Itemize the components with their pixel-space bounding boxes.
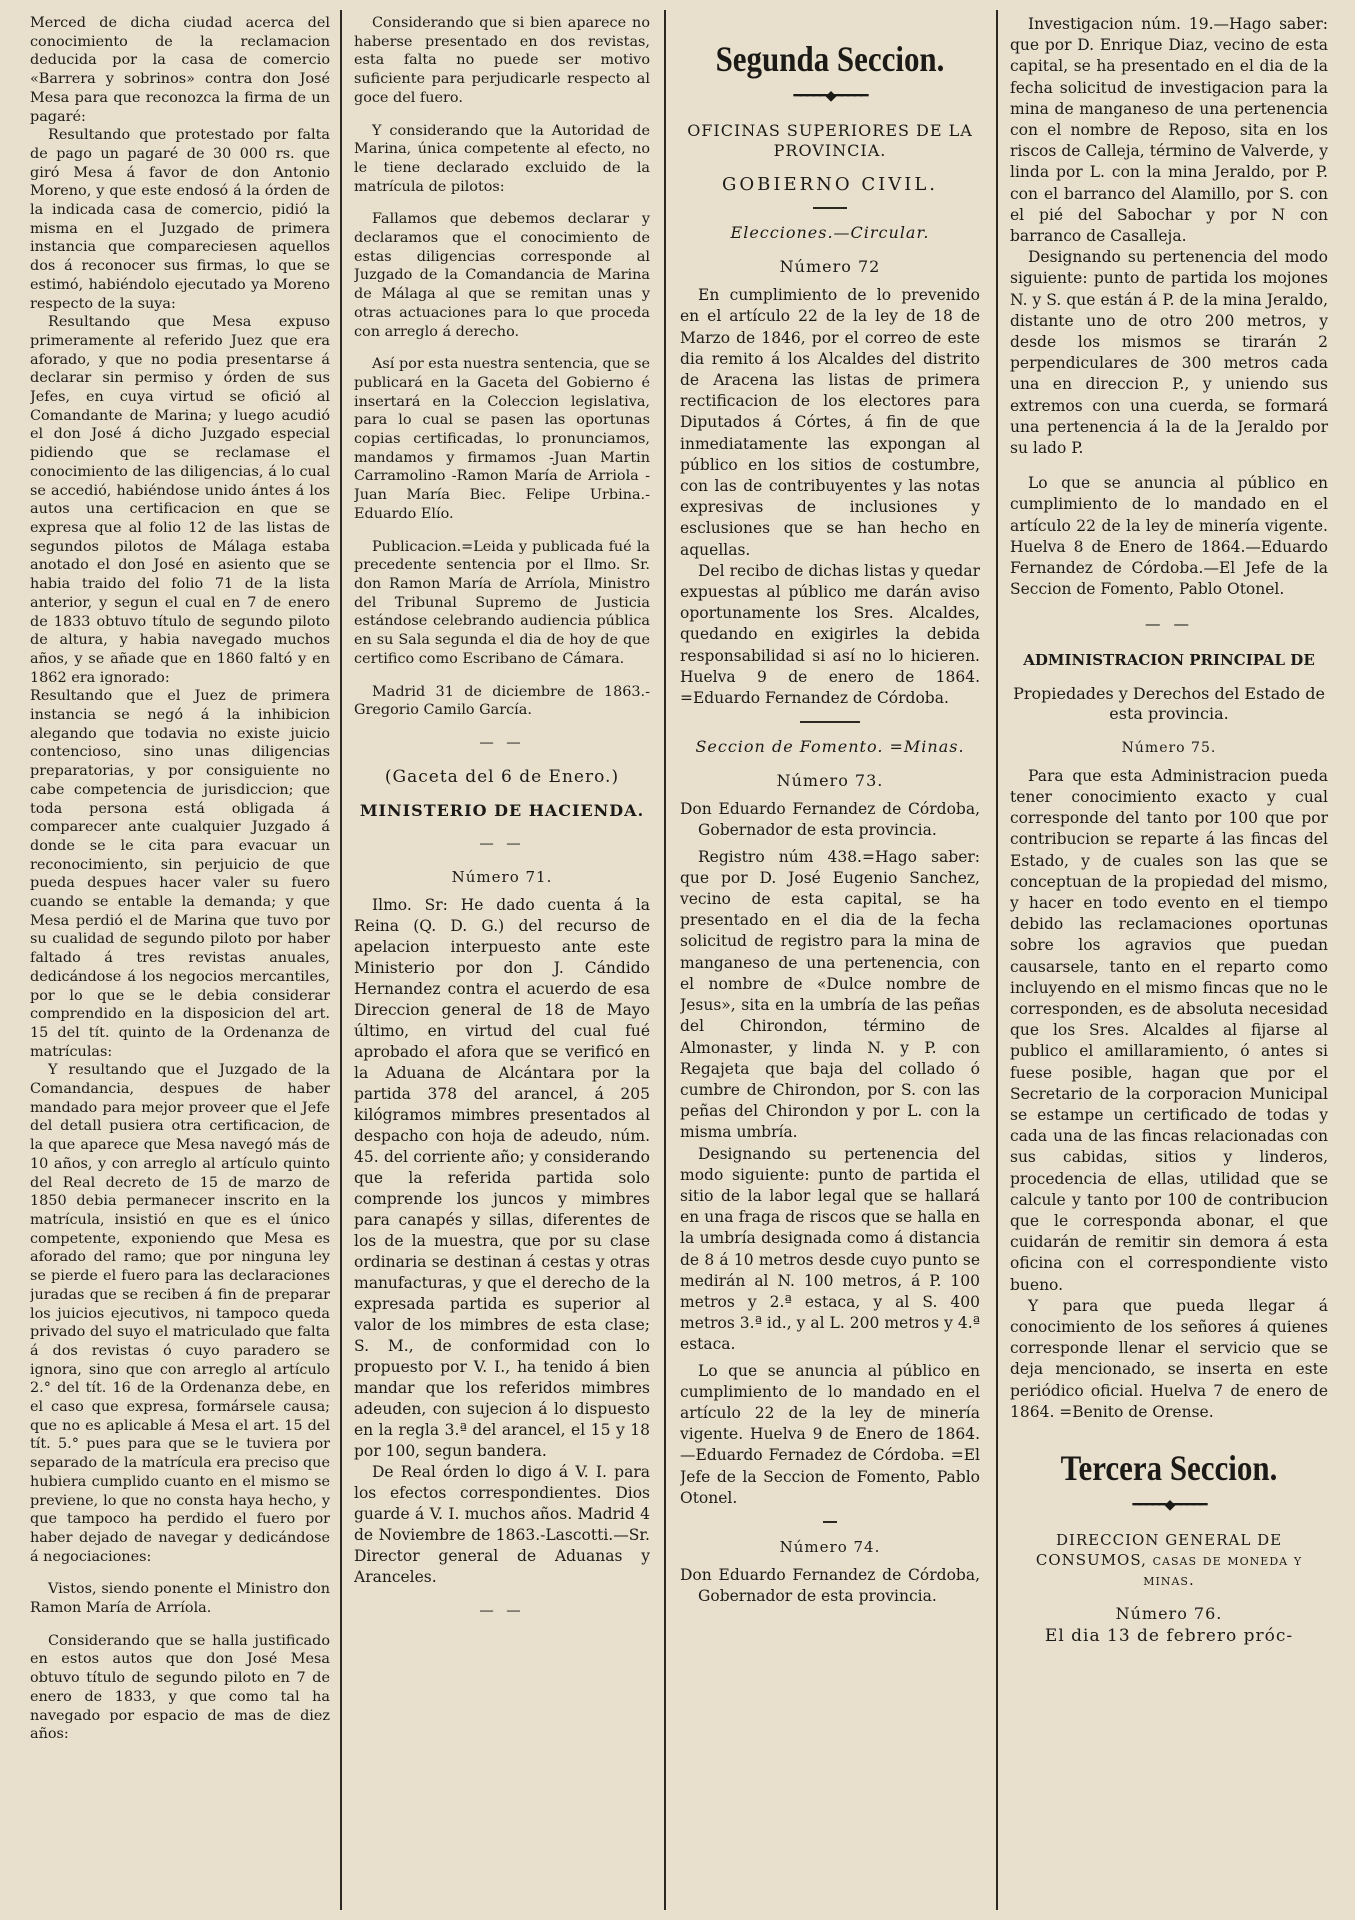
paragraph: Don Eduardo Fernandez de Córdoba, Gobernador de esta provincia. [680, 1565, 980, 1606]
paragraph: Madrid 31 de diciembre de 1863.-Gregorio Camilo García. [354, 683, 650, 719]
separator: — — [479, 835, 525, 852]
section-title: Segunda Seccion. [715, 39, 945, 79]
propiedades-heading: Propiedades y Derechos del Estado de esta provincia. [1013, 683, 1325, 723]
paragraph: Designando su pertenencia del modo siguiente: punto de partida los mojones N. y S. que están á P. de la mina Jeraldo, distante uno de otro 200 metros, y desde los mismos se tirarán 2 perpendiculares de 300 metros cada una en direccion P., y uniendo sus extremos con una cuerda, se formará una pertenencia á la de la Jeraldo por su lado P. [1010, 248, 1328, 458]
numero-75: Número 75. [1121, 739, 1217, 756]
section-title: Tercera Seccion. [1060, 1447, 1278, 1488]
paragraph: En cumplimiento de lo prevenido en el artículo 22 de la ley de 18 de Marzo de 1846, por el correo de este dia remito á los Alcaldes del distrito de Aracena las listas de primera rectificacion de los electores para Diputados á Córtes, á fin de que inmediatamente las expongan al público en los sitios de costumbre, con las de contribuyentes y las notas expresivas de inclusiones y esclusiones que se han hecho en aquellas. [680, 286, 980, 559]
paragraph: Y resultando que el Juzgado de la Comandancia, despues de haber mandado para mejor proveer que el Jefe del detall pusiera otra certificacion, de la que aparece que Mesa navegó más de 10 años, y con arreglo al artículo quinto del Real decreto de 15 de marzo de 1850 debia permanecer inscrito en la matrícula, insistió en que es el único competente, exponiendo que Mesa es aforado del ramo; que por ninguna ley se pierde el fuero para las declaraciones juradas que se reciben á fin de preparar los juicios ejecutivos, ni tampoco queda privado del suyo el matriculado que falta á dos revistas ó cuyo paradero se ignora, sino que con arreglo al artículo 2.° del tít. 16 de la Ordenanza debe, en el caso que expresa, formársele causa; que no es aplicable á Mesa el art. 15 del tít. 5.° pues para que se le tuviera por separado de la matrícula era preciso que hubiera cumplido cuanto en el mismo se previene, lo que no consta haya hecho, y que tampoco ha perdido el fuero por haber dejado de navegar y dedicándose á negociaciones: [30, 1062, 330, 1565]
numero-73: Número 73. [776, 771, 884, 791]
paragraph: Don Eduardo Fernandez de Córdoba, Gobernador de esta provincia. [680, 800, 980, 840]
paragraph: Registro núm 438.=Hago saber: que por D. José Eugenio Sanchez, vecino de esta capital, se ha presentado en el dia de la fecha solicitud de registro para la mina de manganeso de una pertenencia, con el nombre de «Dulce nombre de Jesus», sita en la umbría de las peñas del Chirondon, término de Almonaster, y linda N. y P. con Regajeta que baja del collado ó cumbre de Chirondon, por S. con las peñas del Chirondon y por L. con la misma umbría. [680, 847, 980, 1142]
oficinas-heading: OFICINAS SUPERIORES DE LA PROVINCIA. [687, 121, 973, 161]
numero-71: Número 71. [451, 868, 553, 887]
elecciones-heading: Elecciones.—Circular. [730, 223, 930, 243]
paragraph: Designando su pertenencia del modo siguiente: punto de partida el sitio de la labor legal que se hallará en una fraga de riscos que se halla en la umbría designada como á distancia de 8 á 10 metros desde cuyo punto se medirán al N. 100 metros, á P. 100 metros y 2.ª estaca, y al S. 400 metros 3.ª id., y al L. 200 metros y 4.ª estaca. [680, 1144, 980, 1354]
paragraph: Lo que se anuncia al público en cumplimiento de lo mandado en el artículo 22 de la ley de minería vigente. Huelva 9 de Enero de 1864. —Eduardo Fernadez de Córdoba. =El Jefe de la Seccion de Fomento, Pablo Otonel. [680, 1361, 980, 1507]
column-1 [30, 14, 330, 1906]
paragraph: Resultando que protestado por falta de pago un pagaré de 30 000 rs. que giró Mesa á favor de don Antonio Moreno, y que este endosó á la órden de la indicada casa de comercio, pidió la misma en el Juzgado de primera instancia que compareciesen aquellos dos á reconocer sus firmas, lo que se estimó, habiéndolo ejecutado ya Moreno respecto de la suya: [30, 127, 330, 312]
paragraph: Merced de dicha ciudad acerca del conocimiento de la reclamacion deducida por la casa de comercio «Barrera y sobrinos» contra don José Mesa para que reconozca la firma de un pagaré: [30, 15, 330, 125]
numero-74: Número 74. [779, 1537, 881, 1556]
column-3 [680, 14, 980, 1906]
separator: — — [1145, 615, 1193, 634]
gobierno-heading: GOBIERNO CIVIL. [721, 174, 939, 196]
paragraph: Así por esta nuestra sentencia, que se publicará en la Gaceta del Gobierno é insertará en la Coleccion legislativa, para lo cual se pasen las oportunas copias certificadas, lo pronunciamos, mandamos y firmamos -Juan Martin Carramolino -Ramon María de Arriola -Juan María Biec. Felipe Urbina.-Eduardo Elío. [354, 356, 650, 522]
column-divider [996, 10, 998, 1910]
numero-76: Número 76. [1115, 1604, 1223, 1624]
administracion-heading: ADMINISTRACION PRINCIPAL DE [1023, 650, 1315, 669]
numero-72: Número 72 [779, 257, 881, 277]
closing-line: El dia 13 de febrero próc- [1044, 1626, 1294, 1647]
paragraph: Lo que se anuncia al público en cumplimiento de lo mandado en el artículo 22 de la ley de minería vigente. Huelva 8 de Enero de 1864.—Eduardo Fernandez de Córdoba.—El Jefe de la Seccion de Fomento, Pablo Otonel. [1010, 474, 1328, 599]
separator: — — [479, 734, 525, 751]
paragraph: Vistos, siendo ponente el Ministro don Ramon María de Arríola. [30, 1581, 330, 1617]
column-divider [340, 10, 342, 1910]
paragraph: Investigacion núm. 19.—Hago saber: que por D. Enrique Diaz, vecino de esta capital, se ha presentado en el dia de la fecha solicitud de investigacion para la mina de manganeso de una pertenencia con el nombre de Reposo, sita en los riscos de Calleja, término de Valverde, y linda por L. con la mina Jeraldo, por P. con el barranco del Alamillo, por S. con el pié del Sabochar y por N con barranco de Casalleja. [1010, 15, 1328, 246]
paragraph: Fallamos que debemos declarar y declaramos que el conocimiento de estas diligencias corresponde al Juzgado de la Comandancia de Marina de Málaga al que se remitan unas y otras actuaciones para lo que proceda con arreglo á derecho. [354, 211, 650, 340]
paragraph: Resultando que Mesa expuso primeramente al referido Juez que era aforado, y que no podia presentarse á declarar sin permiso y órden de sus Jefes, en cuya virtud se ofició al Comandante de Marina; y luego acudió el don José á dicho Juzgado especial pidiendo que se reclamase el conocimiento de las diligencias, á lo cual se accedió, habiéndose unido ántes á los autos una certificacion en que se expresa que al folio 12 de las listas de segundos pilotos de Málaga estaba anotado el don José en asiento que se habia traido del folio 71 de la lista anterior, y segun el cual en 7 de enero de 1833 obtuvo título de segundo piloto de altura, y habia navegado muchos años, y se añade que en 1860 faltó y en 1862 era ignorado: [30, 314, 330, 686]
paragraph: Publicacion.=Leida y publicada fué la precedente sentencia por el Ilmo. Sr. don Ramon María de Arríola, Ministro del Tribunal Supremo de Justicia estándose celebrando audiencia pública en su Sala segunda el dia de hoy de que certifico como Escribano de Cámara. [354, 538, 650, 667]
paragraph: Para que esta Administracion pueda tener conocimiento exacto y cual corresponde del tanto por 100 que por contribucion se reparte á las fincas del Estado, y de cuales son las que se conceptuan de la propiedad del mismo, y hacer en todo evento en el tiempo debido las reclamaciones oportunas sobre los agravios que puedan causarsele, tanto en el reparto como incluyendo en el mismo fincas que no le corresponden, es de absoluta necesidad que los Sres. Alcaldes al fijarse al publico el amillaramiento, ó antes si fuese posible, hagan que por el Secretario de la corporacion Municipal se estampe un certificado de todas y cada una de las fincas relacionadas con sus cabidas, sitios y linderos, procedencia de ellas, utilidad que se calcule y tanto por 100 de contribucion que le corresponda abonar, el que cuidarán de remitir sin demora á esta oficina con el correspondiente visto bueno. [1010, 766, 1328, 1294]
separator: — — [479, 1603, 525, 1620]
paragraph: Resultando que el Juez de primera instancia se negó á la inhibicion alegando que todavia no existe juicio contencioso, sino unas diligencias preparatorias, y por consiguiente no cabe competencia de jurisdiccion; que toda persona está obligada á comparecer ante cualquier Juzgado á donde se le cita para evacuar un reconocimiento, sin perjuicio de que pueda despues hacer valer su fuero cuando se entable la demanda; y que Mesa perdió el de Marina que tuvo por su cualidad de segundo piloto por haber faltado á tres revistas anuales, dedicándose á los negocios mercantiles, por lo que se le debia considerar comprendido en la disposicion del art. 15 del tít. quinto de la Ordenanza de matrículas: [30, 688, 330, 1060]
rule [800, 721, 860, 723]
paragraph: Considerando que se halla justificado en estos autos que don José Mesa obtuvo título de segundo piloto en 7 de enero de 1833, y que como tal ha navegado por espacio de mas de diez años: [30, 1632, 330, 1743]
ornament: ━━━━━◆━━━━━ [1132, 1496, 1206, 1513]
column-divider [664, 10, 666, 1910]
rule [823, 1521, 837, 1523]
paragraph: Ilmo. Sr: He dado cuenta á la Reina (Q. D. G.) del recurso de apelacion interpuesto ante este Ministerio por don J. Cándido Hernandez contra el acuerdo de esa Direccion general de 18 de Mayo último, en virtud del cual fué aprobado el afora que se verificó en la Aduana de Alcántara por la partida 378 del arancel, á 205 kilógramos mimbres presentados al despacho con hoja de adeudo, núm. 45. del corriente año; y considerando que la referida partida solo comprende los juncos y mimbres para canapés y sillas, diferentes de los de la muestra, que por su clase ordinaria se destinan á cestas y otras manufacturas, y que el derecho de la expresada partida es superior al valor de los mimbres de esta clase; S. M., de conformidad con lo propuesto por V. I., ha tenido á bien mandar que los referidos mimbres adeuden, con sujecion á lo dispuesto en la regla 3.ª del arancel, el 15 y 18 por 100, segun bandera. [354, 896, 650, 1461]
paragraph: De Real órden lo digo á V. I. para los efectos correspondientes. Dios guarde á V. I. muchos años. Madrid 4 de Noviembre de 1863.-Lascotti.—Sr. Director general de Aduanas y Aranceles. [354, 1463, 650, 1587]
paragraph: Considerando que si bien aparece no haberse presentado en dos revistas, esta falta no puede ser motivo suficiente para perjudicarle respecto al goce del fuero. [354, 15, 650, 106]
rule [813, 207, 847, 209]
column-4 [1010, 14, 1328, 1906]
gaceta-reference: (Gaceta del 6 de Enero.) [384, 766, 620, 787]
ministerio-heading: MINISTERIO DE HACIENDA. [359, 800, 645, 820]
paragraph: Y para que pueda llegar á conocimiento de los señores á quienes corresponde llenar el servicio que se deja mencionado, se inserta en este periódico oficial. Huelva 7 de enero de 1864. =Benito de Orense. [1010, 1296, 1328, 1421]
paragraph: Del recibo de dichas listas y quedar expuestas al público me darán aviso oportunamente los Sres. Alcaldes, quedando en exigirles la debida responsabilidad si así no lo hicieren. Huelva 9 de enero de 1864. =Eduardo Fernandez de Córdoba. [680, 561, 980, 708]
paragraph: Y considerando que la Autoridad de Marina, única competente al efecto, no le tiene declarado excluido de la matrícula de pilotos: [354, 122, 650, 195]
direccion-heading: DIRECCION GENERAL DE CONSUMOS, casas de moneda y minas. [1035, 1531, 1303, 1590]
ornament: ━━━━━◆━━━━━ [793, 88, 867, 104]
fomento-heading: Seccion de Fomento. =Minas. [695, 737, 965, 757]
column-2 [354, 14, 650, 1906]
